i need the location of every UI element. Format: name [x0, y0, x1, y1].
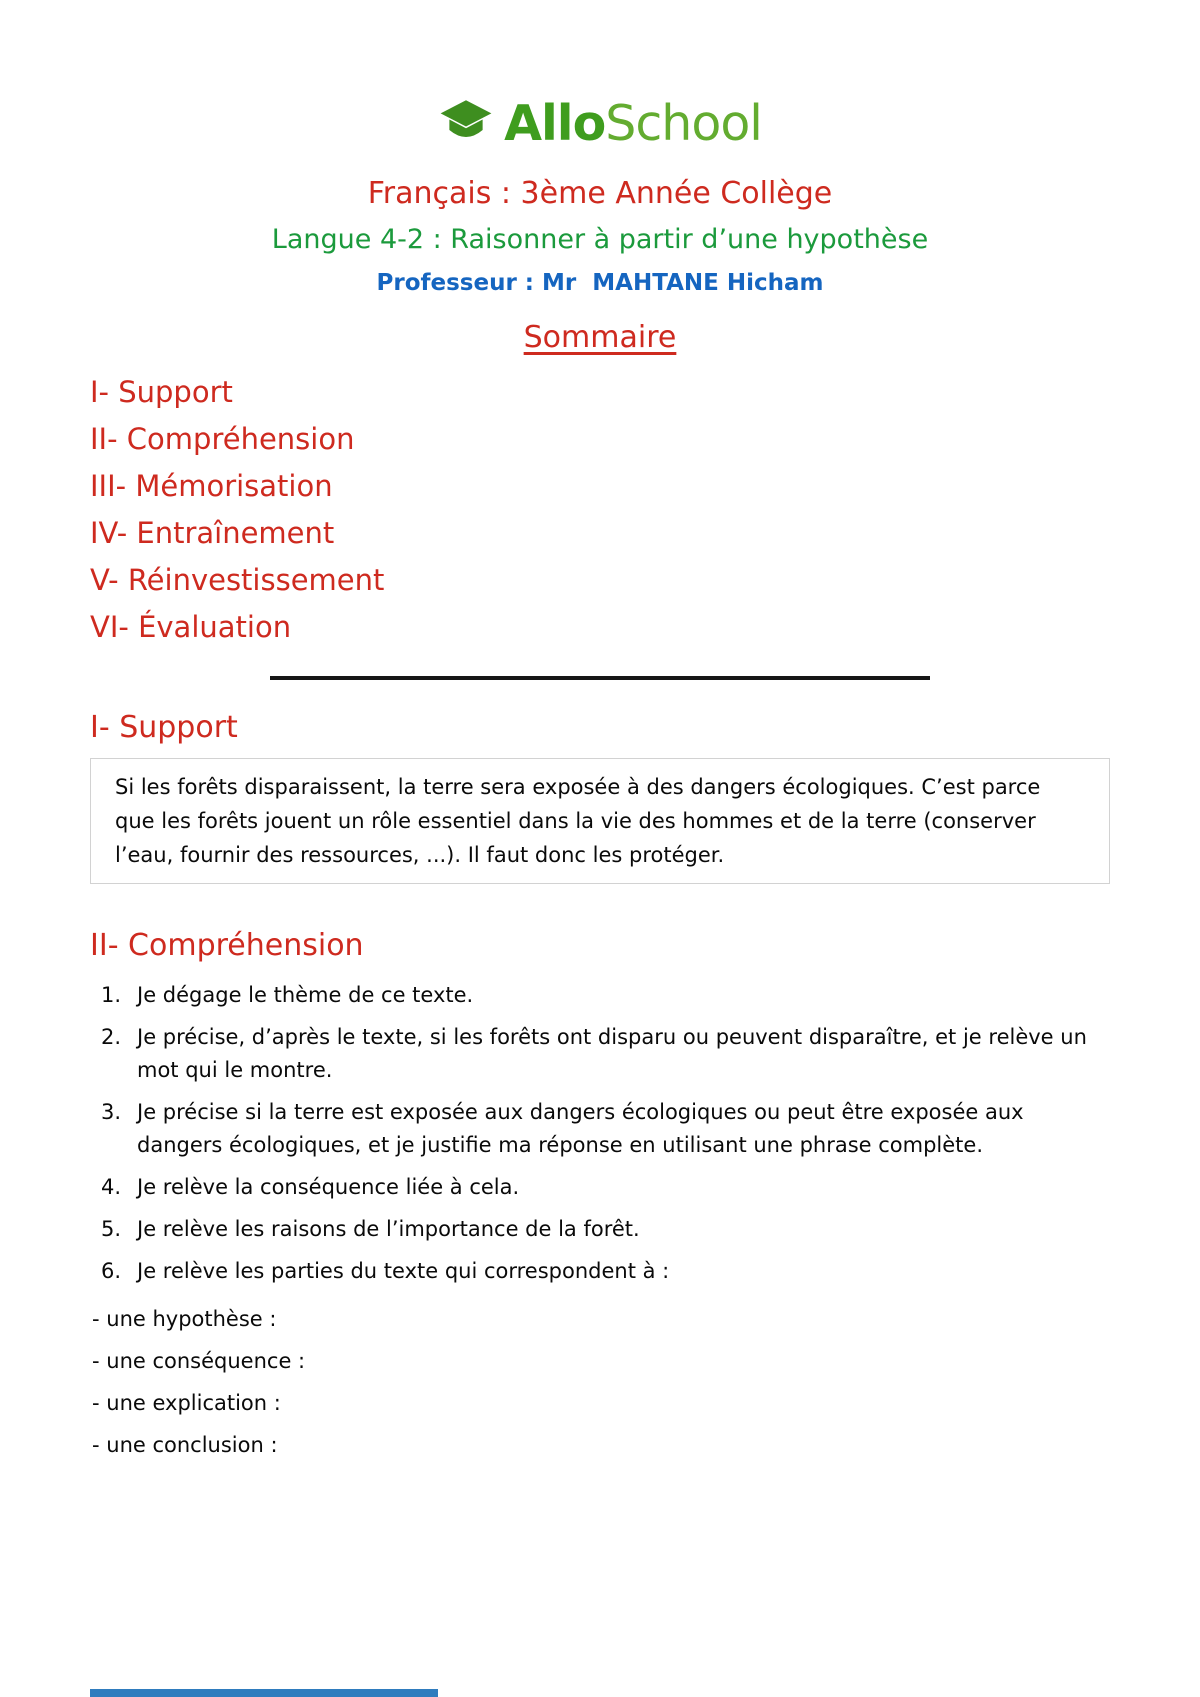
divider-line — [270, 676, 930, 680]
logo-text-school: School — [605, 94, 762, 152]
question-item: Je relève les raisons de l’importance de la forêt. — [137, 1217, 640, 1241]
support-section-heading: I- Support — [90, 710, 238, 745]
professor-line: Professeur : Mr MAHTANE Hicham — [376, 270, 824, 296]
question-item: Je précise si la terre est exposée aux dangers écologiques ou peut être exposée aux dangers écologiques, et je justifie ma réponse en utilisant une phrase complète. — [137, 1100, 1024, 1157]
comprehension-question-list — [0, 979, 1110, 1288]
sommaire-heading: Sommaire — [523, 320, 677, 355]
sommaire-list — [0, 369, 1200, 651]
document-header — [0, 0, 1200, 296]
support-text-box — [90, 758, 1110, 884]
logo-text-allo: Allo — [504, 94, 606, 152]
answer-slot-list — [92, 1303, 1110, 1462]
question-item: Je relève les parties du texte qui correspondent à : — [137, 1259, 670, 1283]
answer-slot-conclusion: - une conclusion : — [92, 1433, 278, 1457]
question-item: Je dégage le thème de ce texte. — [137, 983, 474, 1007]
graduation-cap-icon — [438, 95, 494, 151]
alloschool-logo — [0, 92, 1200, 154]
sommaire-item-reinvestissement: V- Réinvestissement — [90, 563, 385, 597]
answer-slot-consequence: - une conséquence : — [92, 1349, 306, 1373]
question-item: Je précise, d’après le texte, si les forêts ont disparu ou peuvent disparaître, et je relève un mot qui le montre. — [137, 1025, 1087, 1082]
sommaire-item-comprehension: II- Compréhension — [90, 422, 355, 456]
sommaire-item-memorisation: III- Mémorisation — [90, 469, 333, 503]
next-page-band-sliver — [90, 1689, 438, 1697]
sommaire-item-support: I- Support — [90, 375, 233, 409]
course-title: Français : 3ème Année Collège — [367, 176, 833, 211]
answer-slot-explication: - une explication : — [92, 1391, 281, 1415]
question-item: Je relève la conséquence liée à cela. — [137, 1175, 520, 1199]
sommaire-item-entrainement: IV- Entraînement — [90, 516, 335, 550]
lesson-title: Langue 4-2 : Raisonner à partir d’une hypothèse — [271, 224, 929, 255]
sommaire-item-evaluation: VI- Évaluation — [90, 610, 292, 644]
comprehension-section-heading: II- Compréhension — [90, 928, 364, 963]
logo-wordmark — [504, 94, 762, 152]
answer-slot-hypothese: - une hypothèse : — [92, 1307, 277, 1331]
support-text: Si les forêts disparaissent, la terre sera exposée à des dangers écologiques. C’est parce que les forêts jouent un rôle essentiel dans la vie des hommes et de la terre (conserver l’eau, fournir des ressources, ...). Il faut donc les protéger. — [115, 775, 1041, 867]
